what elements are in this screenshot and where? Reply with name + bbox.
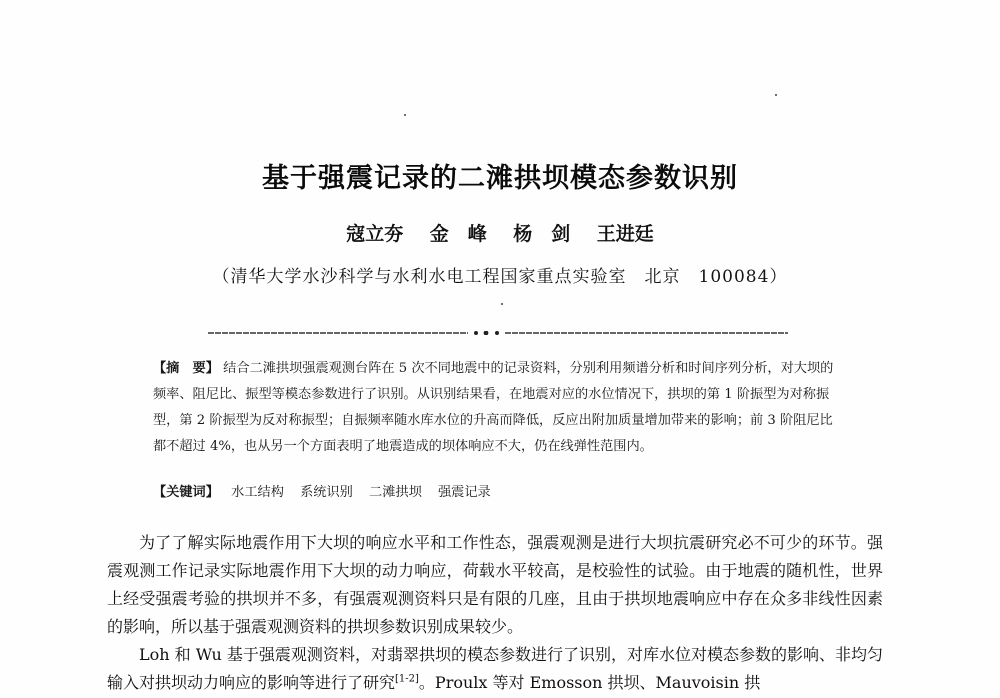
body-paragraph: 为了了解实际地震作用下大坝的响应水平和工作性态，强震观测是进行大坝抗震研究必不可少的环节。强震观测工作记录实际地震作用下大坝的动力响应，荷载水平较高，是校验性的试验。由于地震的随机性，世界上经受强震考验的拱坝并不多，有强震观测资料只是有限的几座，且由于拱坝地震响应中存在众多非线性因素的影响，所以基于强震观测资料的拱坝参数识别成果较少。: [107, 533, 883, 636]
scan-speck: [501, 303, 503, 305]
keywords-label: 【关键词】: [153, 485, 219, 500]
author-affiliation: （清华大学水沙科学与水利水电工程国家重点实验室 北京 100084）: [212, 267, 788, 287]
body-text: [107, 529, 883, 697]
author-name: 寇立夯: [346, 223, 404, 245]
keyword-item: 二滩拱坝: [369, 485, 422, 500]
author-list: [0, 219, 1000, 246]
scan-speck: [404, 114, 406, 116]
keyword-item: 水工结构: [231, 485, 284, 500]
body-paragraph-text: 。Proulx 等对 Emosson 拱坝、Mauvoisin 拱: [418, 673, 761, 692]
abstract: [153, 356, 843, 460]
author-name: 杨 剑: [513, 223, 571, 245]
author-name: 王进廷: [596, 223, 654, 245]
scan-speck: [775, 94, 777, 96]
citation-reference: [1-2]: [395, 673, 419, 685]
body-paragraph-text: Loh 和 Wu 基于强震观测资料，对翡翠拱坝的模态参数进行了识别，对库水位对模态参数的影响、非均匀输入对拱坝动力响应的影响等进行了研究: [107, 645, 883, 692]
keyword-item: 系统识别: [300, 485, 353, 500]
keywords: [153, 480, 843, 506]
abstract-label: 【摘 要】: [153, 361, 219, 376]
body-paragraph: [107, 641, 883, 697]
keyword-item: 强震记录: [438, 485, 491, 500]
ornamental-divider: [208, 331, 788, 335]
abstract-text: 结合二滩拱坝强震观测台阵在 5 次不同地震中的记录资料，分别利用频谱分析和时间序列分析，对大坝的频率、阻尼比、振型等模态参数进行了识别。从识别结果看，在地震对应的水位情况下，拱坝的第 1 阶振型为对称振型，第 2 阶振型为反对称振型；自振频率随水库水位的升高而降低，反应出附加质量增加带来的影响；前 3 阶阻尼比都不超过 4%，也从另一个方面表明了地震造成的坝体响应不大，仍在线弹性范围内。: [153, 361, 834, 454]
paper-title: 基于强震记录的二滩拱坝模态参数识别: [262, 163, 738, 194]
author-name: 金 峰: [429, 223, 487, 245]
